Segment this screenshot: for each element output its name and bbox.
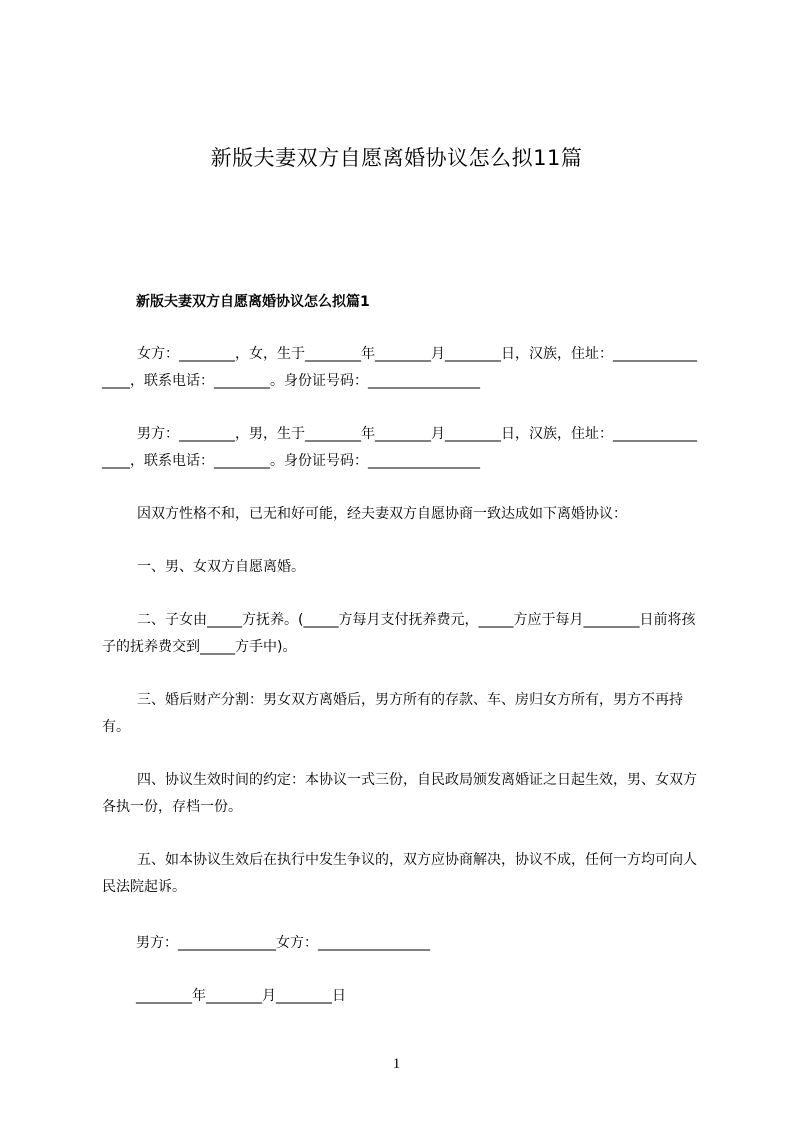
section-heading: 新版夫妻双方自愿离婚协议怎么拟篇1 [136,294,370,310]
date-line: ________年________月________日 [136,988,346,1004]
clause-2-paragraph: 二、子女由_____方抚养。(_____方每月支付抚养费元，_____方应于每月________日前将孩子的抚养费交到_____方手中)。 [102,612,696,655]
reason-paragraph: 因双方性格不和，已无和好可能，经夫妻双方自愿协商一致达成如下离婚协议： [137,506,627,522]
document-title: 新版夫妻双方自愿离婚协议怎么拟11篇 [210,146,583,170]
male-party-paragraph: 男方：________，男，生于________年________月________日，汉族，住址：________________，联系电话：________。身份证号码：________________ [102,426,697,469]
clause-3-paragraph: 三、婚后财产分割：男女双方离婚后，男方所有的存款、车、房归女方所有，男方不再持有。 [102,692,683,735]
female-party-paragraph: 女方：________，女，生于________年________月________日，汉族，住址：________________，联系电话：________。身份证号码：________________ [102,346,697,389]
clause-1-paragraph: 一、男、女双方自愿离婚。 [137,559,305,575]
clause-5-paragraph: 五、如本协议生效后在执行中发生争议的，双方应协商解决，协议不成，任何一方均可向人民法院起诉。 [102,852,697,895]
clause-4-paragraph: 四、协议生效时间的约定：本协议一式三份，自民政局颁发离婚证之日起生效，男、女双方各执一份，存档一份。 [102,772,697,815]
page-number: 1 [392,1056,401,1072]
signature-line: 男方：______________女方：________________ [136,935,430,951]
